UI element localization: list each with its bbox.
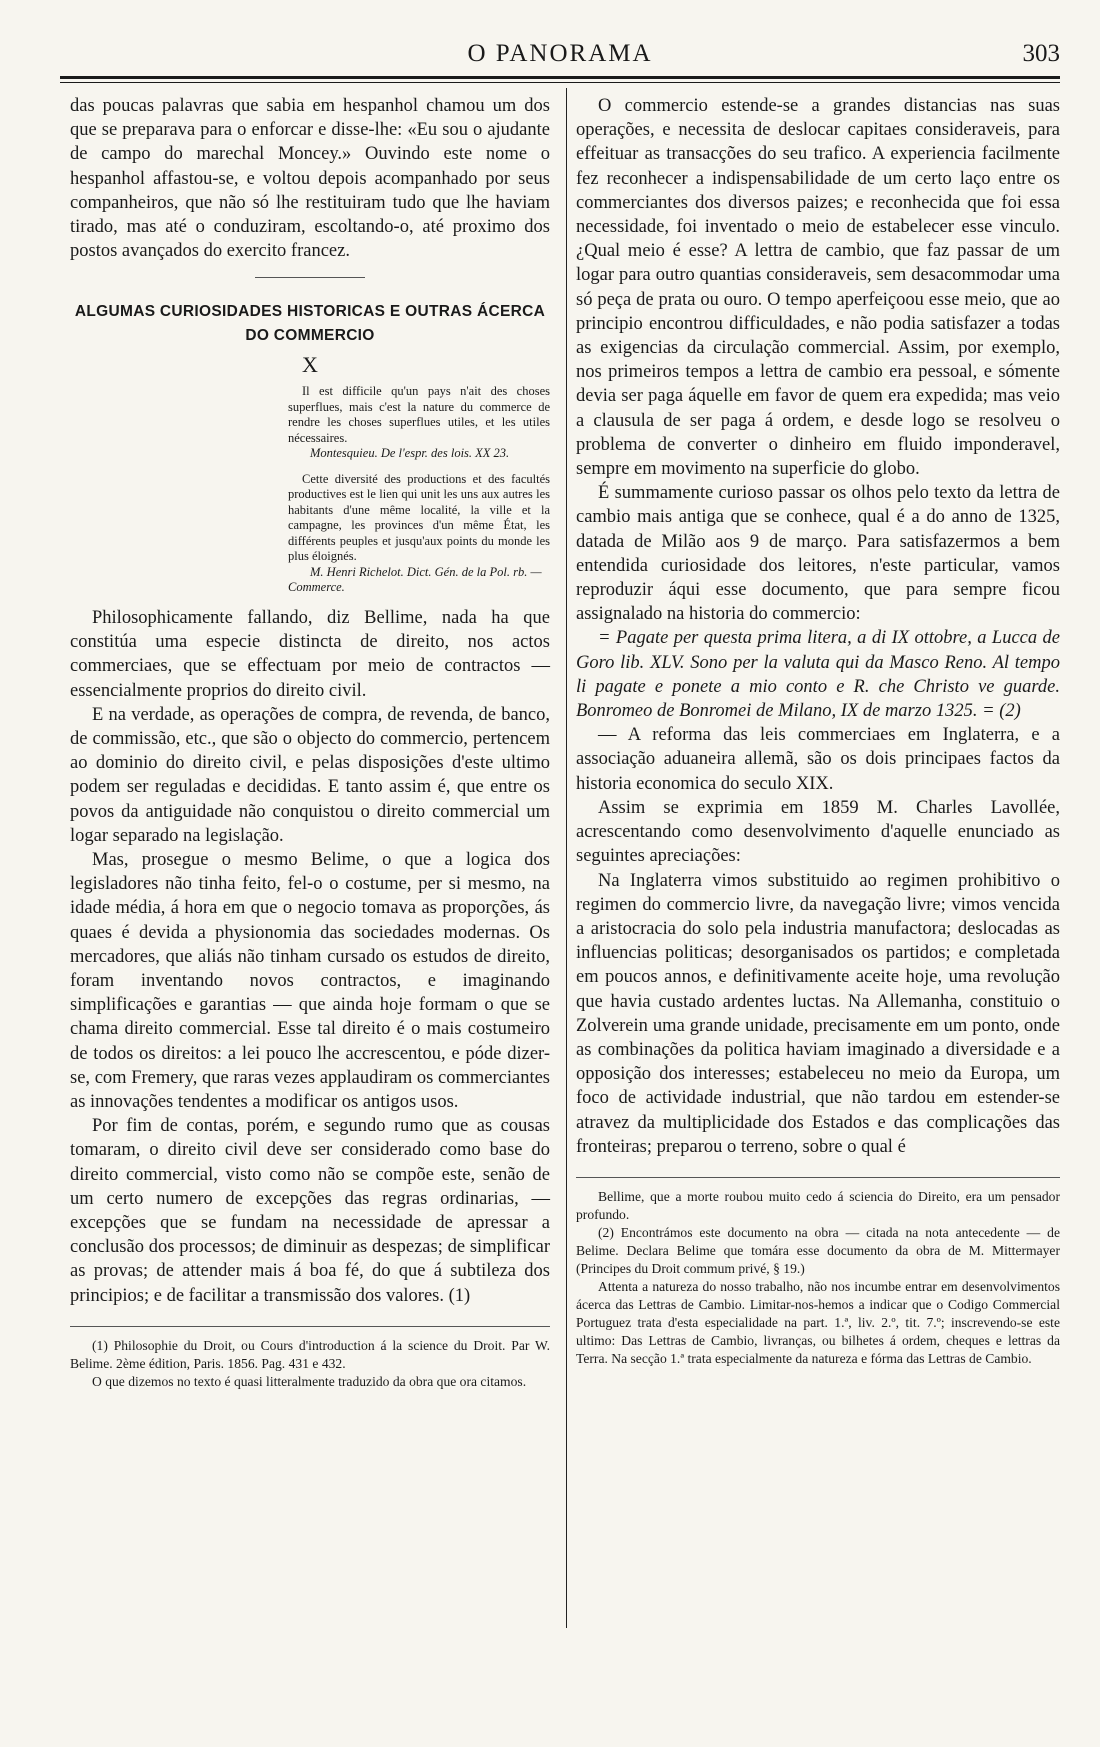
paragraph: O commercio estende-se a grandes distancias nas suas operações, e necessita de deslocar capitaes consideraveis, para effeituar as transacções do seu trafico. A experiencia facilmente fez reconhecer a indispensabilidade de um certo laço entre os commerciantes dos diversos paizes; e reconhecida que foi essa necessidade, foi inventado o meio de estabelecer esse vinculo. ¿Qual meio é esse? A lettra de cambio, que faz passar de um logar para outro quantias consideraveis, sem desacommodar uma só peça de prata ou ouro. O tempo aperfeiçoou esse meio, que ao principio encontrou difficuldades, e não podia satisfazer a todas as exigencias da circulação commercial. Assim, por exemplo, nos primeiros tempos a lettra de cambio era pessoal, e sómente devia ser paga áquelle em favor de quem era expedida; mas veio a clausula de ser paga á ordem, e desde logo se resolveu o problema de converter o dinheiro em fluido imponderavel, sempre em movimento na superficie do globo. <box>576 96 1060 480</box>
footnote: Attenta a natureza do nosso trabalho, não nos incumbe entrar em desenvolvimentos ácerca das Lettras de Cambio. Limitar-nos-hemos a indicar que o Codigo Commercial Portuguez trata d'esta especialidade na part. 1.ª, liv. 2.º, tit. 7.º; inscrevendo-se este ultimo: Das Lettras de Cambio, livranças, ou bilhetes á ordem, cheques e lettras da Terra. Na secção 1.ª trata especialmente da natureza e fórma das Lettras de Cambio. <box>576 1278 1060 1366</box>
footnote: (1) Philosophie du Droit, ou Cours d'introduction á la science du Droit. Par W. Belime. 2ème édition, Paris. 1856. Pag. 431 e 432. <box>70 1337 550 1371</box>
section-number: X <box>302 352 318 378</box>
page-header <box>60 40 1060 74</box>
footnote: Bellime, que a morte roubou muito cedo á sciencia do Direito, era um pensador profundo. <box>576 1188 1060 1222</box>
epigraph-block <box>288 384 550 596</box>
intro-paragraph: das poucas palavras que sabia em hespanhol chamou um dos que se preparava para o enforcar e disse-lhe: «Eu sou o ajudante de campo do marechal Moncey.» Ouvindo este nome o hespanhol affastou-se, e voltou depois acompanhado por seus companheiros, que não só lhe restituiram tudo que lhe haviam tirado, mas até o conduziram, escoltando-o, até proximo dos postos avançados do exercito francez. <box>70 96 550 262</box>
paragraph: Assim se exprimia em 1859 M. Charles Lavollée, acrescentando como desenvolvimento d'aquelle enunciado as seguintes apreciações: <box>576 797 1060 867</box>
right-column <box>576 94 1060 1368</box>
section-divider <box>255 277 365 278</box>
page-number: 303 <box>1022 40 1060 67</box>
paragraph: Por fim de contas, porém, e segundo rumo que as cousas tomaram, o direito civil deve ser considerado como base do direito commercial, visto como não se compõe este, senão de um certo numero de excepções das regras ordinarias, — excepções que se fundam na necessidade de apressar a conclusão dos processos; de diminuir as despezas; de simplificar as provas; de attender mais á boa fé, do que á subtileza dos principios; e de facilitar a transmissão dos valores. (1) <box>70 1116 550 1306</box>
bill-of-exchange-quote: = Pagate per questa prima litera, a di IX ottobre, a Lucca de Goro lib. XLV. Sono per la valuta qui da Masco Reno. Al tempo li pagate e ponete a mio conto e R. che Christo ve guarde. Bonromeo de Bonromei de Milano, IX de marzo 1325. = (2) <box>576 628 1060 722</box>
section-title <box>70 300 550 348</box>
paragraph: Na Inglaterra vimos substituido ao regimen prohibitivo o regimen do commercio livre, da navegação livre; vimos vencida a aristocracia do solo pela industria manufactora; deslocadas as influencias politicas; desorganisados os partidos; e completada em poucos annos, e definitivamente aceite hoje, uma revolução que havia custado ardentes luctas. Na Allemanha, constituio o Zolverein uma grande unidade, precisamente em um ponto, onde as combinações da politica haviam imaginado a diversidade e a opposição dos interesses; estabeleceu no meio da Europa, um foco de actividade industrial, que não tardou em estender-se atravez da multiplicidade dos Estados e das complicações das fronteiras; preparou o terreno, sobre o qual é <box>576 870 1060 1157</box>
paragraph: Philosophicamente fallando, diz Bellime, nada ha que constitúa uma especie distincta de direito, nos actos commerciaes, que se effectuam por meio de contractos — essencialmente proprios do direito civil. <box>70 607 550 701</box>
column-separator <box>566 88 567 1628</box>
paragraph: É summamente curioso passar os olhos pelo texto da lettra de cambio mais antiga que se conhece, qual é a do anno de 1325, datada de Milão aos 9 de março. Para satisfazermos a bem entendida curiosidade dos leitores, n'este particular, vamos reproduzir áqui esse documento, que para sempre ficou assignalado na historia do commercio: <box>576 483 1060 625</box>
footnotes-right <box>576 1177 1060 1368</box>
newspaper-title: O PANORAMA <box>467 40 653 67</box>
header-rule-thick <box>60 76 1060 79</box>
section-title-line-2: DO COMMERCIO <box>245 327 375 345</box>
epigraph-montesquieu: Il est difficile qu'un pays n'ait des choses superflues, mais c'est la nature du commerce de rendre les choses superflues utiles, et les utiles nécessaires. <box>288 384 550 445</box>
paragraph: — A reforma das leis commerciaes em Inglaterra, e a associação aduaneira allemã, são os dois principaes factos da historia economica do seculo XIX. <box>576 725 1060 794</box>
footnote: O que dizemos no texto é quasi litteralmente traduzido da obra que ora citamos. <box>92 1373 527 1389</box>
epigraph-richelot-source: M. Henri Richelot. Dict. Gén. de la Pol. rb. — Commerce. <box>288 564 542 595</box>
epigraph-richelot: Cette diversité des productions et des facultés productives est le lien qui unit les uns aux autres les habitants d'une même localité, la ville et la campagne, les provinces d'un même État, les différents peuples et jusqu'aux points du monde les plus éloignés. <box>288 471 550 564</box>
epigraph-montesquieu-source: Montesquieu. De l'espr. des lois. XX 23. <box>310 446 510 461</box>
footnotes-left <box>70 1326 550 1391</box>
left-column <box>70 94 550 1391</box>
footnote: (2) Encontrámos este documento na obra — citada na nota antecedente — de Belime. Declara Belime que tomára esse documento da obra de M. Mittermayer (Principes du Droit commum privé, § 19.) <box>576 1224 1060 1276</box>
paragraph: E na verdade, as operações de compra, de revenda, de banco, de commissão, etc., que são o objecto do commercio, pertencem ao dominio do direito civil, e pelas disposições d'este ultimo podem ser reguladas e decididas. E tanto assim é, que entre os povos da antiguidade não conquistou o direito commercial um logar separado na legislação. <box>70 704 550 846</box>
paragraph: Mas, prosegue o mesmo Belime, o que a logica dos legisladores não tinha feito, fel-o o costume, per si mesmo, na idade média, á hora em que o negocio tomava as proporções, ás quaes é devida a physionomia das sociedades modernas. Os mercadores, que aliás não tinham cursado os estudos de direito, foram inventando novos contractos, e imaginando simplificações e garantias — que ainda hoje formam o que se chama direito commercial. Esse tal direito é o mais costumeiro de todos os direitos: a lei pouco lhe accrescentou, e póde dizer-se, com Fremery, que raras vezes applaudiram os commerciantes as innovações tendentes a modificar os antigos usos. <box>70 849 550 1112</box>
section-title-line-1: ALGUMAS CURIOSIDADES HISTORICAS E OUTRAS ÁCERCA <box>74 303 546 321</box>
header-rule-thin <box>60 82 1060 83</box>
